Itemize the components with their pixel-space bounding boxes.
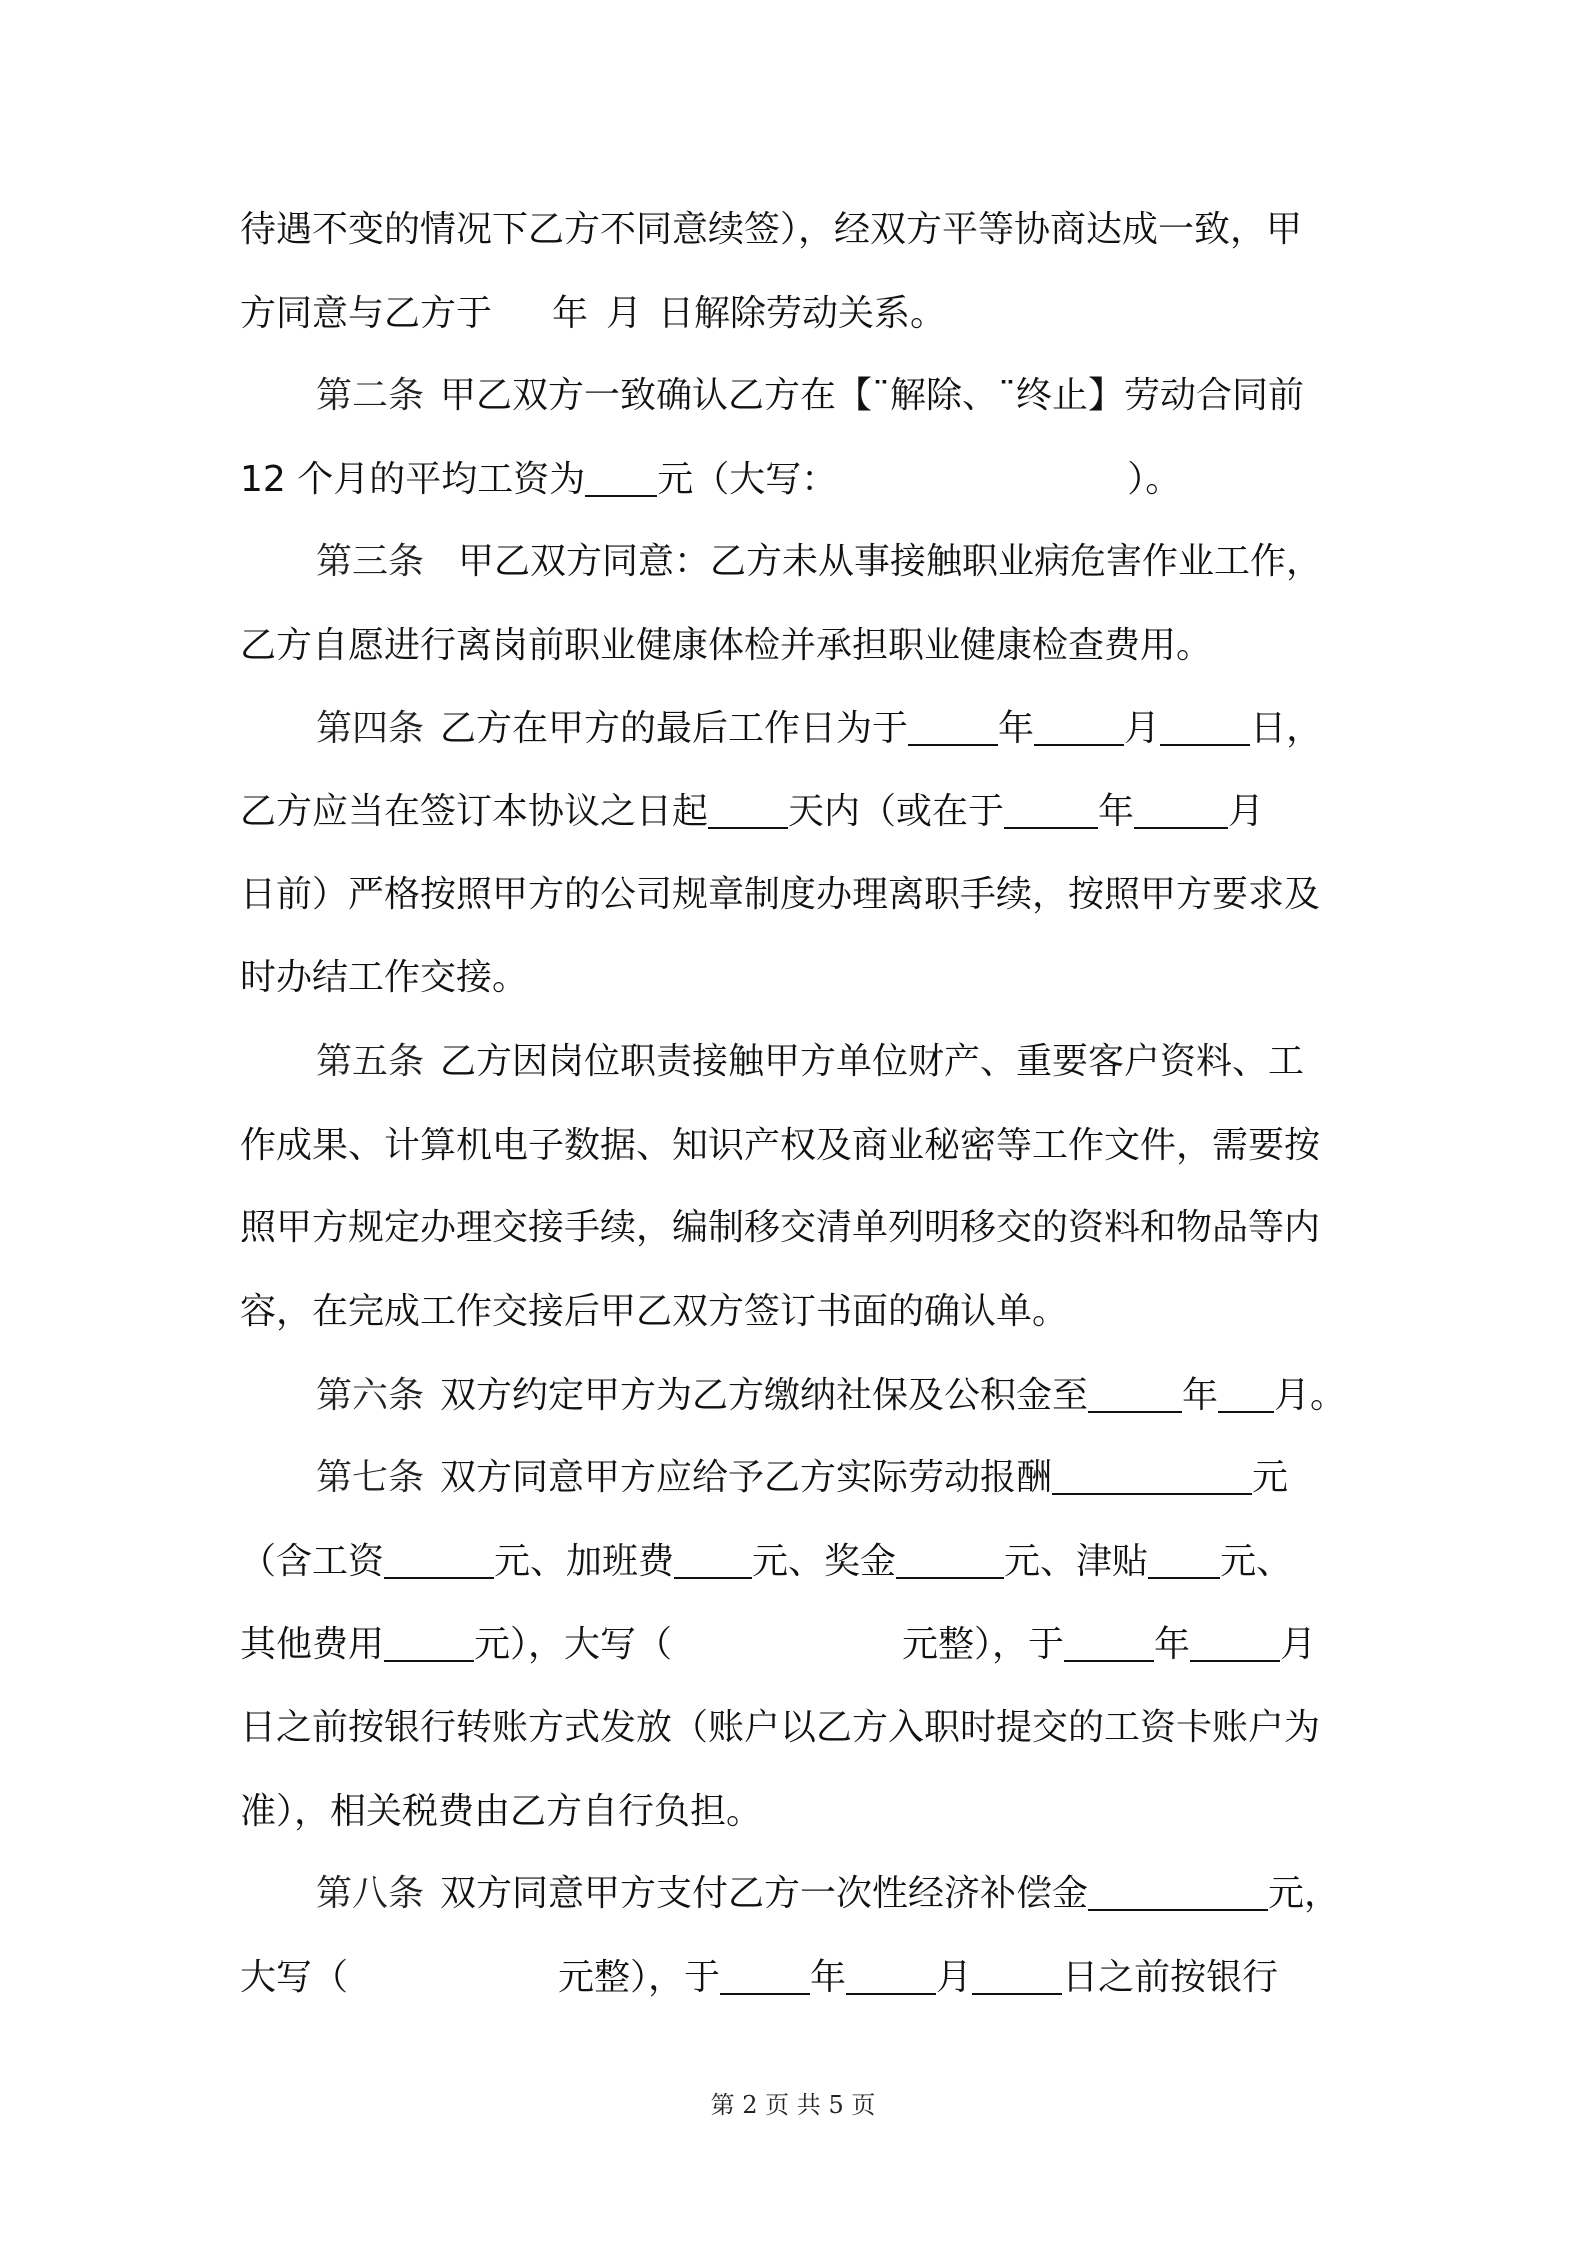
text-line — [240, 697, 1360, 761]
text-line — [240, 1613, 1360, 1677]
blank-field — [384, 1537, 494, 1579]
blank-field — [585, 455, 657, 497]
text-run: 月 — [1280, 1624, 1317, 1665]
text-run: 乙方在甲方的最后工作日为于 — [440, 708, 909, 749]
page-number: 2 — [742, 2091, 758, 2119]
text-run: 元、奖金 — [752, 1541, 897, 1582]
blank-field — [708, 787, 788, 829]
text-run: 年 — [552, 293, 589, 334]
blank-field — [1004, 787, 1098, 829]
text-run: 乙方应当在签订本协议之日起 — [240, 791, 709, 832]
text-run: 月。 — [1274, 1375, 1347, 1416]
text-run: 日之前按银行 — [1062, 1957, 1279, 1998]
text-line — [240, 863, 1360, 927]
total-pages: 5 — [828, 2091, 844, 2119]
text-run: 乙方自愿进行离岗前职业健康体检并承担职业健康检查费用。 — [240, 625, 1213, 666]
text-run: 月 — [1228, 791, 1265, 832]
text-run: 元、 — [1220, 1541, 1293, 1582]
text-run: 日前）严格按照甲方的公司规章制度办理离职手续，按照甲方要求及 — [240, 874, 1321, 915]
blank-field — [384, 1620, 474, 1662]
blank-field — [1034, 704, 1124, 746]
text-run: 甲乙双方同意：乙方未从事接触职业病危害作业工作， — [458, 541, 1323, 582]
text-line — [240, 1696, 1360, 1760]
blank-field — [1064, 1620, 1154, 1662]
text-run: 月 — [1124, 708, 1161, 749]
text-run: 照甲方规定办理交接手续，编制移交清单列明移交的资料和物品等内 — [240, 1207, 1321, 1248]
article-label: 第六条 — [316, 1375, 425, 1416]
text-run: 年 — [810, 1957, 847, 1998]
text-line — [240, 1946, 1360, 2010]
article-label: 第三条 — [316, 541, 425, 582]
text-run: 时办结工作交接。 — [240, 957, 529, 998]
text-run: 年 — [1154, 1624, 1191, 1665]
text-line — [240, 1114, 1360, 1178]
text-run: 双方约定甲方为乙方缴纳社保及公积金至 — [440, 1375, 1089, 1416]
text-line — [240, 1364, 1360, 1428]
blank-field — [1134, 787, 1228, 829]
blank-field — [1160, 704, 1250, 746]
text-line — [240, 780, 1360, 844]
article-label: 第八条 — [316, 1873, 425, 1914]
blank-field — [1190, 1620, 1280, 1662]
text-line — [240, 1530, 1360, 1594]
text-run: 日之前按银行转账方式发放（账户以乙方入职时提交的工资卡账户为 — [240, 1707, 1321, 1748]
text-run: 月 — [606, 293, 643, 334]
text-line — [240, 1196, 1360, 1260]
text-run: 元（大写： — [657, 459, 838, 500]
text-run: 容，在完成工作交接后甲乙双方签订书面的确认单。 — [240, 1291, 1069, 1332]
text-run: 年 — [998, 708, 1035, 749]
footer-middle: 页 共 — [765, 2091, 821, 2119]
text-run: 双方同意甲方应给予乙方实际劳动报酬 — [440, 1457, 1053, 1498]
text-run: （含工资 — [240, 1541, 385, 1582]
page-footer — [0, 2085, 1586, 2120]
article-label: 第五条 — [316, 1041, 425, 1082]
text-run: 元， — [1268, 1873, 1341, 1914]
text-line — [240, 530, 1360, 594]
text-line — [240, 282, 1360, 346]
text-line — [240, 1446, 1360, 1510]
text-run: 元整），于 — [558, 1957, 721, 1998]
text-run: 准），相关税费由乙方自行负担。 — [240, 1791, 763, 1832]
text-line — [240, 1862, 1360, 1926]
text-run: 作成果、计算机电子数据、知识产权及商业秘密等工作文件，需要按 — [240, 1125, 1321, 1166]
text-run: 月 — [936, 1957, 973, 1998]
article-label: 第二条 — [316, 375, 425, 416]
blank-field — [674, 1537, 752, 1579]
blank-field — [846, 1953, 936, 1995]
text-run: 方同意与乙方于 — [240, 293, 493, 334]
text-line — [240, 448, 1360, 512]
text-line — [240, 1280, 1360, 1344]
blank-field — [908, 704, 998, 746]
article-label: 第四条 — [316, 708, 425, 749]
text-run: 元整），于 — [902, 1624, 1065, 1665]
blank-field — [1088, 1371, 1182, 1413]
text-line — [240, 364, 1360, 428]
footer-prefix: 第 — [710, 2091, 735, 2119]
text-run: 元、加班费 — [494, 1541, 675, 1582]
text-run: 12 个月的平均工资为 — [240, 459, 586, 500]
blank-field — [1052, 1453, 1252, 1495]
text-run: 大写（ — [240, 1957, 349, 1998]
text-run: 乙方因岗位职责接触甲方单位财产、重要客户资料、工 — [440, 1041, 1305, 1082]
text-line — [240, 1030, 1360, 1094]
blank-field — [896, 1537, 1004, 1579]
text-run: 元），大写（ — [474, 1624, 673, 1665]
text-run: 元 — [1252, 1457, 1289, 1498]
blank-field — [1218, 1371, 1274, 1413]
text-run: 甲乙双方一致确认乙方在【¨解除、¨终止】劳动合同前 — [440, 375, 1305, 416]
text-run: 日解除劳动关系。 — [658, 293, 947, 334]
text-line — [240, 614, 1360, 678]
text-run: 双方同意甲方支付乙方一次性经济补偿金 — [440, 1873, 1089, 1914]
text-line — [240, 198, 1360, 262]
blank-field — [972, 1953, 1062, 1995]
text-run: ）。 — [1127, 459, 1182, 500]
text-line — [240, 1780, 1360, 1844]
text-run: 日， — [1250, 708, 1323, 749]
blank-field — [720, 1953, 810, 1995]
text-run: 年 — [1098, 791, 1135, 832]
blank-field — [1148, 1537, 1220, 1579]
footer-suffix: 页 — [851, 2091, 876, 2119]
text-line — [240, 946, 1360, 1010]
blank-field — [1088, 1869, 1268, 1911]
text-run: 年 — [1182, 1375, 1219, 1416]
text-run: 天内（或在于 — [788, 791, 1005, 832]
text-run: 待遇不变的情况下乙方不同意续签），经双方平等协商达成一致，甲 — [240, 209, 1303, 250]
text-run: 元、津贴 — [1004, 1541, 1149, 1582]
text-run: 其他费用 — [240, 1624, 385, 1665]
article-label: 第七条 — [316, 1457, 425, 1498]
